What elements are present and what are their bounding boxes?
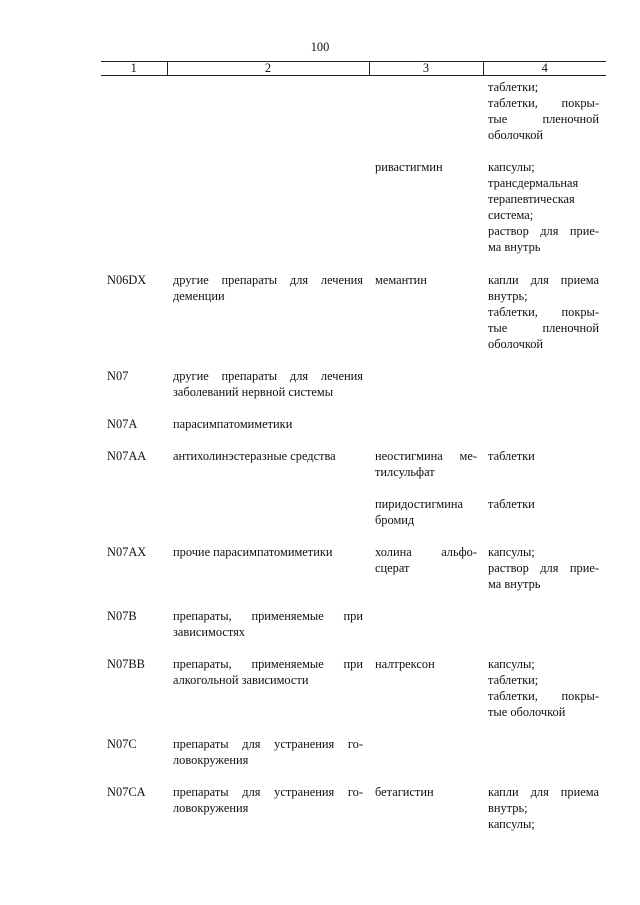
text-line: деменции xyxy=(173,289,225,303)
text-line: зависимостях xyxy=(173,625,245,639)
text-line: препараты, применяемые при xyxy=(173,609,363,623)
dosage-form-cell xyxy=(488,544,599,592)
text-line: ма внутрь xyxy=(488,240,541,254)
inn-cell xyxy=(375,272,477,288)
text-line: бетагистин xyxy=(375,785,434,799)
atc-code-cell: N07C xyxy=(107,737,137,751)
text-line: капсулы; xyxy=(488,160,535,174)
text-line: бромид xyxy=(375,513,415,527)
column-header-2: 2 xyxy=(167,62,369,76)
text-line: ловокружения xyxy=(173,753,249,767)
atc-code-cell: N07B xyxy=(107,609,137,623)
inn-cell xyxy=(375,496,477,528)
inn-cell xyxy=(375,656,477,672)
atc-code-cell: N07AA xyxy=(107,449,147,463)
text-line: ловокружения xyxy=(173,801,249,815)
group-name-cell xyxy=(173,784,363,816)
text-line: препараты для устранения го- xyxy=(173,737,363,751)
text-line: другие препараты для лечения xyxy=(173,273,363,287)
text-line: препараты, применяемые при xyxy=(173,657,363,671)
group-name-cell xyxy=(173,608,363,640)
text-line: сцерат xyxy=(375,561,410,575)
atc-code-cell: N07AX xyxy=(107,545,147,559)
text-line: капсулы; xyxy=(488,817,535,831)
dosage-form-cell xyxy=(488,272,599,352)
text-line: тые пленочной xyxy=(488,112,599,126)
inn-cell xyxy=(375,448,477,480)
column-header-4: 4 xyxy=(483,62,606,76)
text-line: оболочкой xyxy=(488,337,544,351)
dosage-form-cell xyxy=(488,784,599,832)
page-number: 100 xyxy=(310,40,330,54)
text-line: терапевтическая xyxy=(488,192,575,206)
group-name-cell xyxy=(173,544,363,560)
group-name-cell xyxy=(173,416,363,432)
dosage-form-cell xyxy=(488,496,599,512)
text-line: другие препараты для лечения xyxy=(173,369,363,383)
text-line: таблетки, покры- xyxy=(488,689,599,703)
inn-cell xyxy=(375,544,477,576)
text-line: трансдермальная xyxy=(488,176,579,190)
column-header-1: 1 xyxy=(101,62,167,76)
inn-cell xyxy=(375,159,477,175)
column-header-3: 3 xyxy=(369,62,483,76)
text-line: таблетки; xyxy=(488,673,539,687)
text-line: внутрь; xyxy=(488,289,528,303)
text-line: тилсульфат xyxy=(375,465,435,479)
text-line: препараты для устранения го- xyxy=(173,785,363,799)
dosage-form-cell xyxy=(488,79,599,143)
atc-code-cell: N07BB xyxy=(107,657,145,671)
atc-code-cell: N07CA xyxy=(107,785,146,799)
text-line: пиридостигмина xyxy=(375,497,463,511)
text-line: капсулы; xyxy=(488,657,535,671)
atc-code-cell: N07A xyxy=(107,417,138,431)
dosage-form-cell xyxy=(488,448,599,464)
text-line: раствор для прие- xyxy=(488,561,599,575)
text-line: антихолинэстеразные средства xyxy=(173,449,336,463)
text-line: тые оболочкой xyxy=(488,705,566,719)
text-line: таблетки xyxy=(488,497,535,511)
group-name-cell xyxy=(173,272,363,304)
group-name-cell xyxy=(173,736,363,768)
text-line: капли для приема xyxy=(488,785,599,799)
text-line: ма внутрь xyxy=(488,577,541,591)
text-line: раствор для прие- xyxy=(488,224,599,238)
group-name-cell xyxy=(173,656,363,688)
atc-code-cell: N06DX xyxy=(107,273,147,287)
text-line: алкогольной зависимости xyxy=(173,673,309,687)
text-line: заболеваний нервной системы xyxy=(173,385,334,399)
text-line: холина альфо- xyxy=(375,545,477,559)
text-line: капли для приема xyxy=(488,273,599,287)
text-line: парасимпатомиметики xyxy=(173,417,293,431)
text-line: таблетки, покры- xyxy=(488,96,599,110)
text-line: мемантин xyxy=(375,273,427,287)
text-line: таблетки; xyxy=(488,80,539,94)
text-line: внутрь; xyxy=(488,801,528,815)
group-name-cell xyxy=(173,368,363,400)
dosage-form-cell xyxy=(488,656,599,720)
text-line: капсулы; xyxy=(488,545,535,559)
text-line: таблетки xyxy=(488,449,535,463)
text-line: ривастигмин xyxy=(375,160,443,174)
text-line: налтрексон xyxy=(375,657,435,671)
text-line: таблетки, покры- xyxy=(488,305,599,319)
text-line: система; xyxy=(488,208,534,222)
text-line: оболочкой xyxy=(488,128,544,142)
inn-cell xyxy=(375,784,477,800)
text-line: тые пленочной xyxy=(488,321,599,335)
group-name-cell xyxy=(173,448,363,464)
text-line: неостигмина ме- xyxy=(375,449,477,463)
atc-code-cell: N07 xyxy=(107,369,129,383)
text-line: прочие парасимпатомиметики xyxy=(173,545,333,559)
dosage-form-cell xyxy=(488,159,599,255)
